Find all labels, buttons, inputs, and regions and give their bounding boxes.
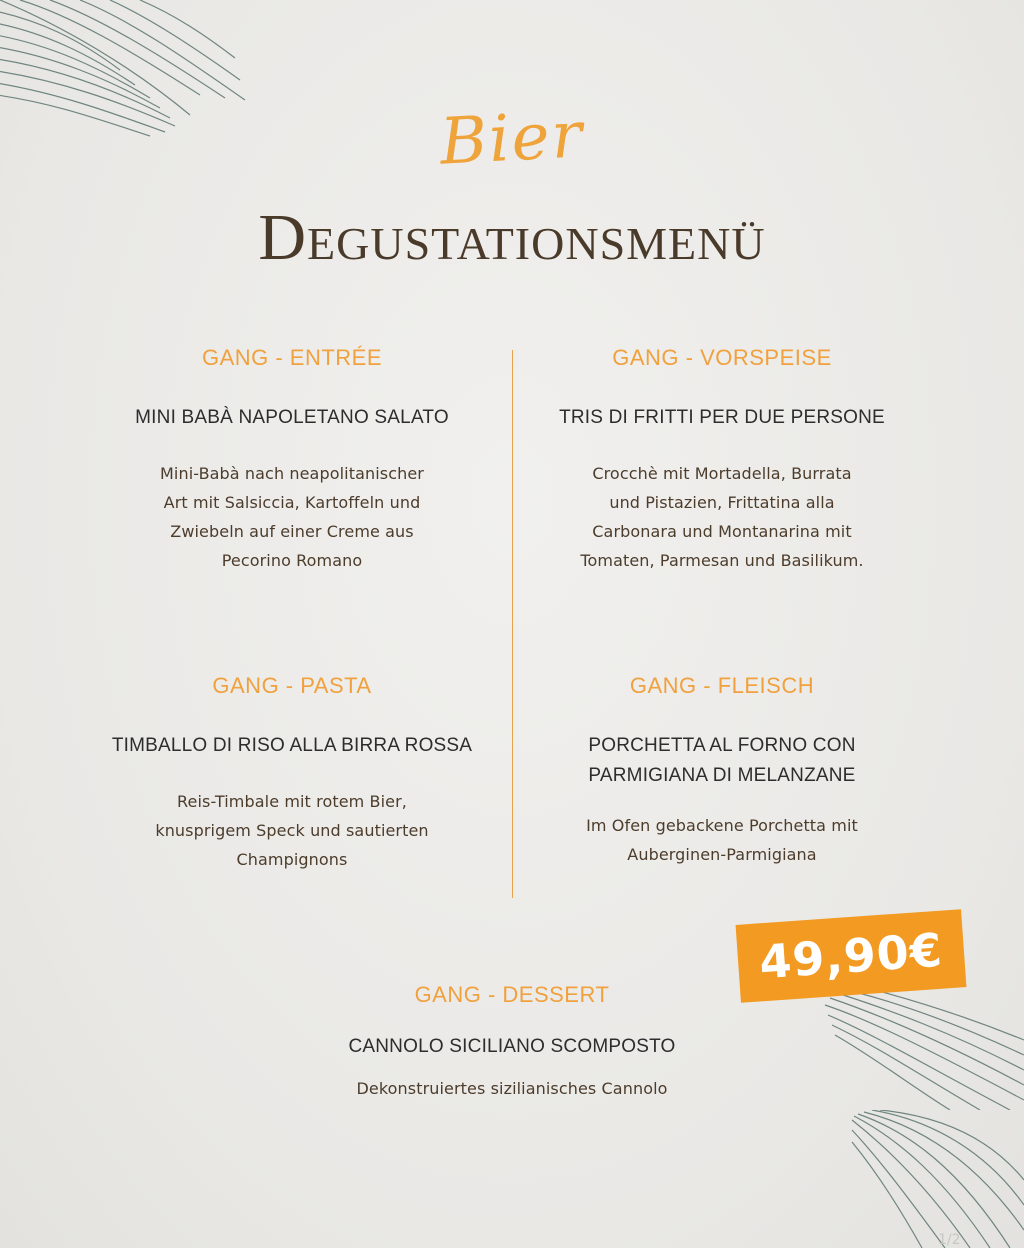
course-entree <box>102 345 482 575</box>
desc-line: Dekonstruiertes sizilianisches Cannolo <box>356 1079 668 1098</box>
dish-name: TRIS DI FRITTI PER DUE PERSONE <box>559 407 885 428</box>
dish-description <box>262 1074 762 1103</box>
desc-line: Reis-Timbale mit rotem Bier, <box>177 792 407 811</box>
dish-description <box>532 811 912 869</box>
dish-name: MINI BABÀ NAPOLETANO SALATO <box>135 407 449 428</box>
center-divider <box>512 350 513 898</box>
dish-name: CANNOLO SICILIANO SCOMPOSTO <box>348 1036 676 1057</box>
script-title-bier: Bier <box>438 98 586 180</box>
dish-description <box>102 787 482 874</box>
desc-line: Carbonara und Montanarina mit <box>592 522 852 541</box>
desc-line: Crocchè mit Mortadella, Burrata <box>592 464 852 483</box>
desc-line: Pecorino Romano <box>221 551 363 570</box>
dish-name: TIMBALLO DI RISO ALLA BIRRA ROSSA <box>111 735 473 756</box>
course-dessert <box>262 982 762 1103</box>
leaf-decoration-bottom-right-lower-icon <box>850 1110 1024 1248</box>
course-heading: GANG - VORSPEISE <box>612 345 832 370</box>
dish-name-line: PARMIGIANA DI MELANZANE <box>588 765 856 786</box>
desc-line: Mini-Babà nach neapolitanischer <box>160 464 424 483</box>
price-label: 49,90€ <box>757 922 945 990</box>
desc-line: knusprigem Speck und sautierten <box>155 821 429 840</box>
desc-line: Champignons <box>236 850 348 869</box>
course-heading: GANG - DESSERT <box>414 982 610 1007</box>
course-heading: GANG - FLEISCH <box>629 673 815 698</box>
course-pasta <box>102 673 482 874</box>
price-badge <box>736 909 967 1003</box>
desc-line: Im Ofen gebackene Porchetta mit <box>586 816 858 835</box>
page-indicator: 1/2 <box>938 1232 961 1248</box>
dish-description <box>102 459 482 575</box>
dish-name <box>532 731 912 791</box>
course-vorspeise <box>532 345 912 575</box>
leaf-decoration-bottom-right-icon <box>820 990 1024 1110</box>
course-fleisch <box>532 673 912 869</box>
dish-name-line: PORCHETTA AL FORNO CON <box>588 735 856 756</box>
desc-line: Art mit Salsiccia, Kartoffeln und <box>163 493 421 512</box>
course-heading: GANG - PASTA <box>212 673 372 698</box>
dish-description <box>532 459 912 575</box>
page-title: Degustationsmenü <box>258 201 766 274</box>
desc-line: und Pistazien, Frittatina alla <box>609 493 835 512</box>
course-heading: GANG - ENTRÉE <box>201 345 383 370</box>
desc-line: Zwiebeln auf einer Creme aus <box>170 522 414 541</box>
desc-line: Auberginen-Parmigiana <box>627 845 817 864</box>
desc-line: Tomaten, Parmesan und Basilikum. <box>580 551 864 570</box>
